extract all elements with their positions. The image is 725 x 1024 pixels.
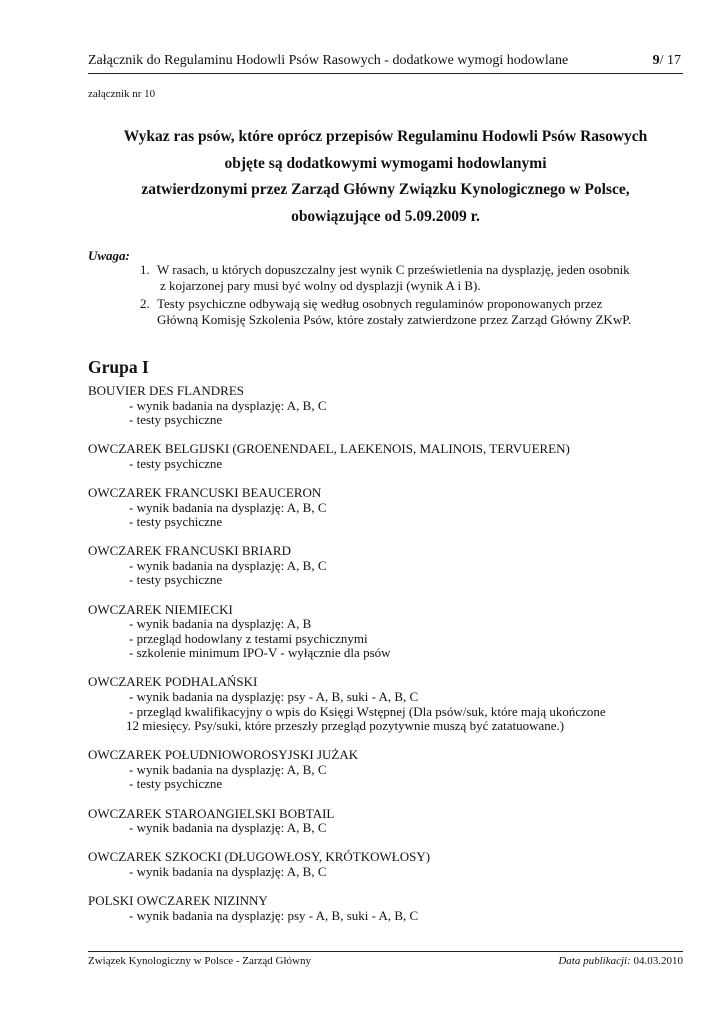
note-number: 2.	[140, 296, 150, 311]
breed-requirement: - przegląd kwalifikacyjny o wpis do Księgi Wstępnej (Dla psów/suk, które mają ukończone	[129, 703, 606, 719]
breed-requirement: 12 miesięcy. Psy/suki, które przeszły przegląd pozytywnie muszą być zatatuowane.)	[126, 718, 565, 734]
breed-requirement: - testy psychiczne	[129, 455, 223, 471]
document-title	[88, 126, 683, 232]
breed-requirement: - wynik badania na dysplazję: A, B, C	[129, 820, 327, 836]
page-total: / 17	[659, 53, 681, 68]
note-label: Uwaga:	[88, 248, 130, 263]
breed-name: OWCZAREK BELGIJSKI (GROENENDAEL, LAEKENOIS, MALINOIS, TERVUEREN)	[88, 441, 570, 457]
breed-name: OWCZAREK NIEMIECKI	[88, 601, 233, 617]
publication-date-label: Data publikacji:	[558, 955, 631, 967]
breed-requirement: - testy psychiczne	[129, 412, 223, 428]
breed-requirement: - wynik badania na dysplazję: A, B, C	[129, 499, 327, 515]
breed-requirement: - szkolenie minimum IPO-V - wyłącznie dla psów	[129, 645, 391, 661]
breed-name: BOUVIER DES FLANDRES	[88, 383, 245, 398]
note-text: Testy psychiczne odbywają się według osobnych regulaminów proponowanych przez	[157, 296, 603, 311]
breed-requirement: - testy psychiczne	[129, 776, 223, 792]
breed-requirement: - wynik badania na dysplazję: A, B, C	[129, 863, 327, 879]
breed-entry	[88, 544, 688, 588]
group-title: Grupa I	[88, 357, 149, 377]
breed-entry	[88, 603, 688, 661]
breed-name: POLSKI OWCZAREK NIZINNY	[88, 892, 268, 908]
title-line: objęte są dodatkowymi wymogami hodowlanymi	[224, 154, 547, 172]
page-header	[88, 52, 683, 74]
breed-name: OWCZAREK STAROANGIELSKI BOBTAIL	[88, 805, 335, 821]
note-item	[140, 296, 685, 327]
annex-label: załącznik nr 10	[88, 88, 156, 100]
title-line: obowiązujące od 5.09.2009 r.	[291, 207, 480, 225]
breed-entry	[88, 850, 688, 879]
breed-requirement: - wynik badania na dysplazję: A, B, C	[129, 397, 327, 413]
breed-entry	[88, 748, 688, 792]
breed-requirement: - testy psychiczne	[129, 572, 223, 588]
header-title: Załącznik do Regulaminu Hodowli Psów Rasowych - dodatkowe wymogi hodowlane	[88, 53, 569, 68]
breed-requirement: - testy psychiczne	[129, 514, 223, 530]
breed-entry	[88, 894, 688, 923]
title-line: Wykaz ras psów, które oprócz przepisów Regulaminu Hodowli Psów Rasowych	[123, 128, 648, 145]
breed-name: OWCZAREK POŁUDNIOWOROSYJSKI JUŻAK	[88, 747, 359, 763]
breed-requirement: - przegląd hodowlany z testami psychicznymi	[129, 630, 368, 646]
page-current: 9	[652, 53, 660, 68]
page-number	[653, 53, 681, 69]
breed-entry	[88, 675, 688, 733]
breed-name: OWCZAREK FRANCUSKI BEAUCERON	[88, 484, 322, 500]
publication-date	[558, 955, 683, 967]
page-footer	[88, 951, 683, 971]
note-text: Główną Komisję Szkolenia Psów, które zostały zatwierdzone przez Zarząd Główny ZKwP.	[157, 311, 632, 327]
breed-requirement: - wynik badania na dysplazję: A, B	[129, 616, 312, 632]
breed-entry	[88, 384, 688, 428]
breed-name: OWCZAREK PODHALAŃSKI	[88, 674, 258, 690]
breed-name: OWCZAREK FRANCUSKI BRIARD	[88, 543, 291, 559]
note-item	[140, 262, 685, 293]
breed-requirement: - wynik badania na dysplazję: psy - A, B, suki - A, B, C	[129, 689, 419, 704]
breed-requirement: - wynik badania na dysplazję: psy - A, B, suki - A, B, C	[129, 907, 419, 923]
footer-organization: Związek Kynologiczny w Polsce - Zarząd Główny	[88, 955, 311, 967]
note-number: 1.	[140, 262, 150, 277]
breed-list	[88, 384, 688, 938]
breed-entry	[88, 486, 688, 530]
publication-date-value: 04.03.2010	[633, 955, 683, 967]
note-text: z kojarzonej pary musi być wolny od dysplazji (wynik A i B).	[160, 277, 481, 293]
breed-name: OWCZAREK SZKOCKI (DŁUGOWŁOSY, KRÓTKOWŁOSY)	[88, 849, 431, 865]
notes-list	[140, 262, 685, 330]
breed-entry	[88, 807, 688, 836]
breed-requirement: - wynik badania na dysplazję: A, B, C	[129, 557, 327, 573]
breed-entry	[88, 442, 688, 471]
breed-requirement: - wynik badania na dysplazję: A, B, C	[129, 761, 327, 777]
note-text: W rasach, u których dopuszczalny jest wynik C prześwietlenia na dysplazję, jeden osobnik	[157, 262, 630, 277]
title-line: zatwierdzonymi przez Zarząd Główny Związku Kynologicznego w Polsce,	[141, 181, 630, 198]
